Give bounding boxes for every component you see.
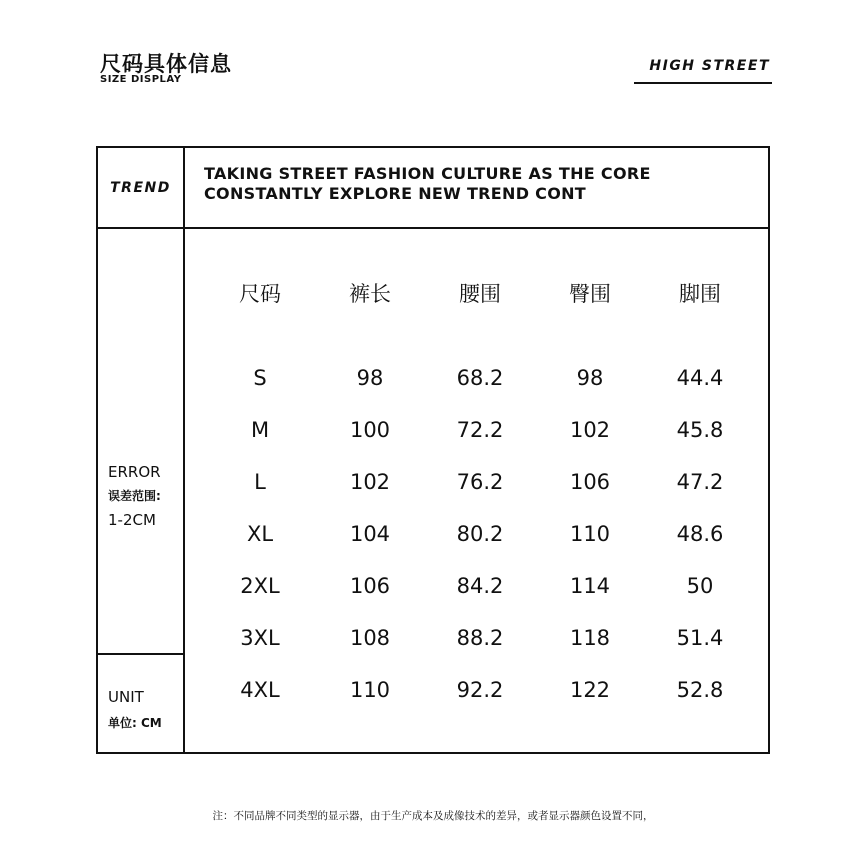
cell-hip: 118 bbox=[569, 626, 611, 650]
cell-hip: 98 bbox=[576, 366, 604, 390]
cell-length: 110 bbox=[349, 678, 391, 702]
cell-size: L bbox=[254, 470, 266, 494]
table-row bbox=[205, 560, 755, 612]
table-row bbox=[205, 612, 755, 664]
cell-hip: 122 bbox=[569, 678, 611, 702]
cell-waist: 68.2 bbox=[456, 366, 504, 390]
table-row bbox=[205, 404, 755, 456]
unit-label-en: UNIT bbox=[108, 688, 144, 706]
frame-vertical-divider bbox=[183, 148, 185, 752]
header-waist: 腰围 bbox=[459, 282, 501, 306]
header-hem: 脚围 bbox=[679, 282, 721, 306]
cell-hip: 110 bbox=[569, 522, 611, 546]
header-size: 尺码 bbox=[239, 282, 281, 306]
cell-length: 98 bbox=[356, 366, 384, 390]
cell-size: M bbox=[250, 418, 270, 442]
error-range: 1-2CM bbox=[108, 511, 156, 529]
cell-length: 104 bbox=[349, 522, 391, 546]
cell-hem: 52.8 bbox=[676, 678, 724, 702]
cell-hem: 50 bbox=[686, 574, 714, 598]
cell-size: XL bbox=[246, 522, 274, 546]
cell-hip: 102 bbox=[569, 418, 611, 442]
page-subtitle: SIZE DISPLAY bbox=[100, 74, 182, 85]
size-chart-frame bbox=[96, 146, 770, 754]
slogan-line-1: TAKING STREET FASHION CULTURE AS THE CORE bbox=[204, 164, 651, 183]
unit-note bbox=[108, 684, 162, 736]
header-hip: 臀围 bbox=[569, 282, 611, 306]
cell-size: 4XL bbox=[240, 678, 280, 702]
cell-length: 100 bbox=[349, 418, 391, 442]
unit-label-zh: 单位: CM bbox=[108, 716, 162, 730]
cell-length: 106 bbox=[349, 574, 391, 598]
cell-hip: 106 bbox=[569, 470, 611, 494]
table-row bbox=[205, 664, 755, 716]
cell-waist: 80.2 bbox=[456, 522, 504, 546]
cell-size: 3XL bbox=[240, 626, 280, 650]
table-row bbox=[205, 352, 755, 404]
cell-hip: 114 bbox=[569, 574, 611, 598]
error-label-en: ERROR bbox=[108, 463, 161, 481]
brand-underline bbox=[634, 82, 772, 84]
cell-hem: 48.6 bbox=[676, 522, 724, 546]
error-note bbox=[108, 460, 161, 532]
table-row bbox=[205, 508, 755, 560]
table-header-row bbox=[205, 278, 755, 352]
cell-hem: 51.4 bbox=[676, 626, 724, 650]
cell-hem: 45.8 bbox=[676, 418, 724, 442]
error-label-zh: 误差范围: bbox=[108, 489, 161, 503]
frame-left-divider bbox=[98, 653, 184, 655]
size-table bbox=[205, 278, 755, 716]
cell-hem: 47.2 bbox=[676, 470, 724, 494]
footnote: 注：不同品牌不同类型的显示器，由于生产成本及成像技术的差异，或者显示器颜色设置不同， bbox=[212, 810, 654, 822]
cell-waist: 88.2 bbox=[456, 626, 504, 650]
cell-waist: 72.2 bbox=[456, 418, 504, 442]
table-row bbox=[205, 456, 755, 508]
cell-waist: 92.2 bbox=[456, 678, 504, 702]
slogan bbox=[204, 164, 651, 204]
page-title: 尺码具体信息 bbox=[100, 51, 232, 76]
slogan-line-2: CONSTANTLY EXPLORE NEW TREND CONT bbox=[204, 184, 587, 203]
trend-label: TREND bbox=[110, 179, 171, 196]
cell-waist: 84.2 bbox=[456, 574, 504, 598]
cell-hem: 44.4 bbox=[676, 366, 724, 390]
header-length: 裤长 bbox=[349, 282, 391, 306]
cell-length: 108 bbox=[349, 626, 391, 650]
cell-waist: 76.2 bbox=[456, 470, 504, 494]
cell-size: 2XL bbox=[240, 574, 280, 598]
frame-horizontal-divider bbox=[98, 227, 768, 229]
cell-length: 102 bbox=[349, 470, 391, 494]
brand-label: HIGH STREET bbox=[649, 58, 770, 74]
cell-size: S bbox=[253, 366, 267, 390]
